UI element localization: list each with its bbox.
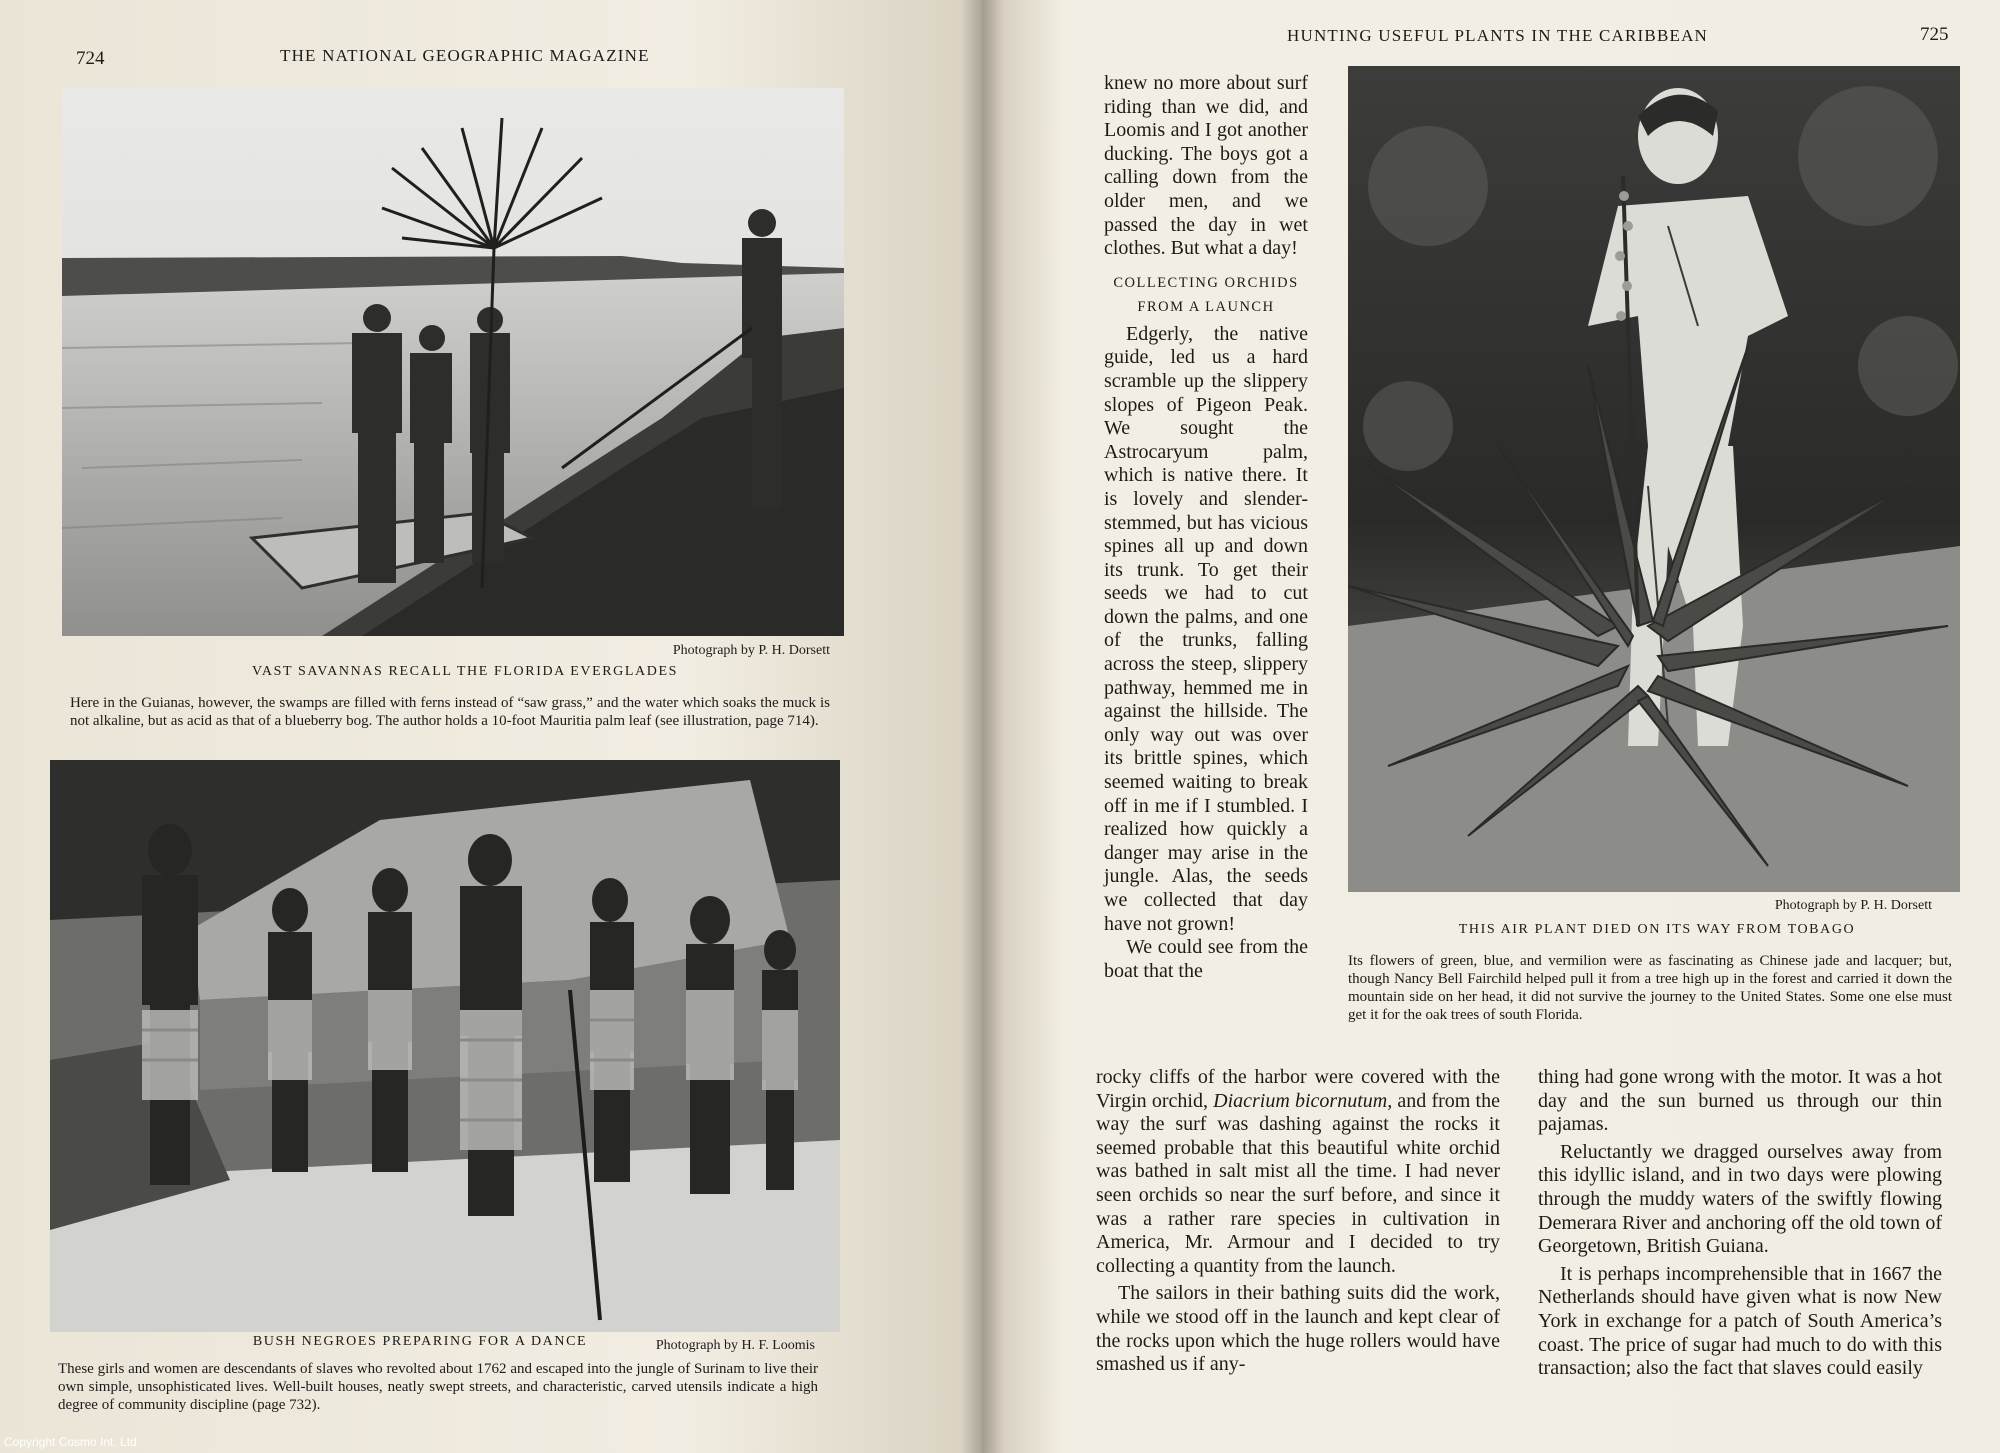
- caption-title-top: VAST SAVANNAS RECALL THE FLORIDA EVERGLADES: [252, 664, 678, 679]
- book-gutter: [960, 0, 1004, 1453]
- photo-credit-top: Photograph by P. H. Dorsett: [672, 643, 830, 658]
- page-number-left: 724: [76, 48, 105, 69]
- article-column-1-bottom: [1096, 1066, 1500, 1377]
- village-photo: [50, 760, 840, 1332]
- species-name: Diacrium bicornutum,: [1213, 1089, 1393, 1112]
- left-page: [0, 0, 982, 1453]
- caption-text-top: Here in the Guianas, however, the swamps are filled with ferns instead of “saw grass,” and the water which soaks the muck is not alkaline, but as acid as that of a blueberry bog. The author holds a 10-foot Mauritia palm leaf (see illustration, page 714).: [70, 695, 830, 729]
- paragraph-sailors: The sailors in their bathing suits did the work, while we stood off in the launch and kept clear of the rocks upon which the huge rollers would have smashed us if any-: [1096, 1282, 1500, 1376]
- paragraph-new-york: It is perhaps incomprehensible that in 1667 the Netherlands should have given what is now New York in exchange for a patch of South America’s coast. The price of sugar had much to do with this transaction; also the fact that slaves could easily: [1538, 1262, 1942, 1380]
- subhead-line-2: FROM A LAUNCH: [1137, 298, 1275, 315]
- paragraph-virgin-orchid: rocky cliffs of the harbor were covered with the Virgin orchid, Diacrium bicornutum, and from the way the surf was dashing against the rocks it seemed probable that this beautiful white orchid was bathed in salt mist all the time. I had never seen orchids so near the surf before, and since it was a rather rare species in cultivation in America, Mr. Armour and I decided to try collecting a quantity from the launch.: [1096, 1066, 1500, 1277]
- photo-credit-right: Photograph by P. H. Dorsett: [1774, 898, 1932, 913]
- photo-credit-bottom: Photograph by H. F. Loomis: [655, 1338, 815, 1353]
- caption-title-right: THIS AIR PLANT DIED ON ITS WAY FROM TOBAGO: [1458, 922, 1856, 937]
- savanna-photo: [62, 88, 844, 636]
- copyright-watermark: Copyright Cosmo Int. Ltd: [4, 1435, 137, 1449]
- caption-text-right: Its flowers of green, blue, and vermilion were as fascinating as Chinese jade and lacquer; but, though Nancy Bell Fairchild helped pull it from a tree high up in the forest and carried it down the mountain side on her head, it did not survive the journey to the United States. Some one else must get it for the oak trees of south Florida.: [1348, 953, 1952, 1023]
- section-subhead: [1104, 271, 1308, 319]
- right-page: [982, 0, 2000, 1453]
- caption-text-bottom: These girls and women are descendants of slaves who revolted about 1762 and escaped into the jungle of Surinam to live their own simple, unsophisticated lives. Well-built houses, neatly swept streets, and characteristic, carved utensils indicate a high degree of community discipline (page 732).: [58, 1361, 818, 1413]
- running-head-left: THE NATIONAL GEOGRAPHIC MAGAZINE: [280, 46, 650, 65]
- article-column-2: [1538, 1066, 1942, 1381]
- paragraph-pigeon-peak: Edgerly, the native guide, led us a hard scramble up the slippery slopes of Pigeon Peak. We sought the Astrocaryum palm, which is native there. It is lovely and slender-stemmed, but has vicious spines all up and down its trunk. To get their seeds we had to cut down the palms, and one of the trunks, falling across the steep, slippery pathway, hemmed me in against the hillside. The only way out was over its brittle spines, which seemed waiting to break off in me if I stumbled. I realized how quickly a danger may arise in the jungle. Alas, the seeds we collected that day have not grown!: [1104, 322, 1308, 935]
- subhead-line-1: COLLECTING ORCHIDS: [1113, 274, 1299, 291]
- paragraph-demerara: Reluctantly we dragged ourselves away from this idyllic island, and in two days were plowing through the muddy waters of the swiftly flowing Demerara River and anchoring off the old town of Georgetown, British Guiana.: [1538, 1140, 1942, 1258]
- paragraph-orchids-start: We could see from the boat that the: [1104, 936, 1308, 982]
- air-plant-photo: [1348, 66, 1960, 892]
- air-plant-photo-illustration: [1348, 66, 1960, 892]
- caption-title-bottom: BUSH NEGROES PREPARING FOR A DANCE: [252, 1334, 588, 1349]
- village-photo-illustration: [50, 760, 840, 1332]
- paragraph-motor: thing had gone wrong with the motor. It was a hot day and the sun burned us through our thin pajamas.: [1538, 1066, 1942, 1136]
- paragraph-surf-riding: knew no more about surf riding than we did, and Loomis and I got another ducking. The boys got a calling down from the older men, and we passed the day in wet clothes. But what a day!: [1104, 72, 1308, 260]
- page-number-right: 725: [1920, 24, 1949, 45]
- running-head-right: HUNTING USEFUL PLANTS IN THE CARIBBEAN: [1287, 26, 1709, 45]
- savanna-photo-illustration: [62, 88, 844, 636]
- article-column-1-top: [1104, 72, 1308, 983]
